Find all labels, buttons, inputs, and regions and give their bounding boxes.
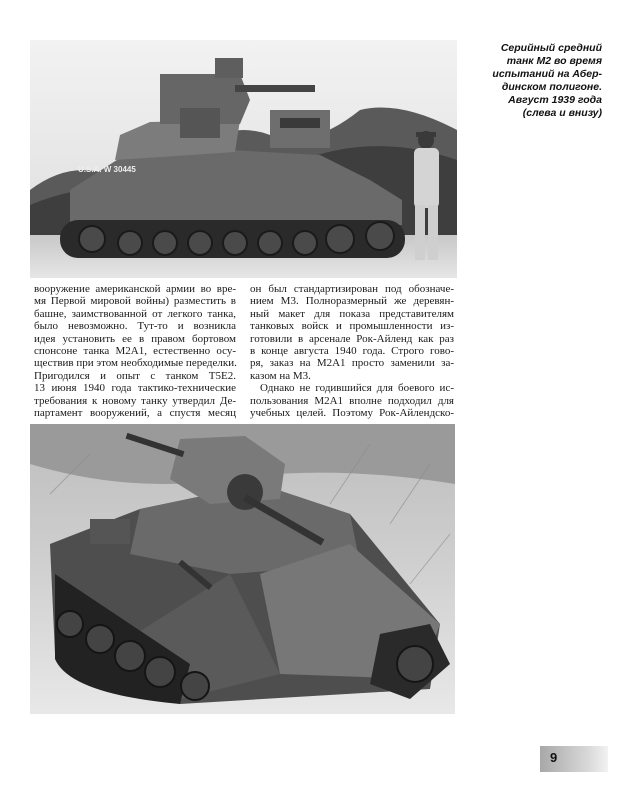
caption-line: испытаний на Абер- xyxy=(492,68,602,80)
text-line: Пригодился и опыт с танком Т5Е2. xyxy=(34,369,236,382)
text-line: вооружение американской армии во вре- xyxy=(34,283,236,295)
text-line: партамент вооружений, а спустя месяц xyxy=(34,407,236,420)
text-line: танковых войск и промышленности из- xyxy=(250,320,454,333)
caption-line: Серийный средний xyxy=(500,42,602,54)
text-line: пользования М2А1 вполне подходил для xyxy=(250,394,454,407)
text-line: идея установить ее в правом бортовом xyxy=(34,332,236,345)
tank-front-view-image xyxy=(30,424,455,714)
text-line: 13 июня 1940 года тактико-технические xyxy=(34,382,236,395)
text-line: готовили в арсенале Рок-Айленд как раз xyxy=(250,332,454,345)
caption-line: (слева и внизу) xyxy=(522,107,602,119)
text-line: в конце августа 1940 года. Строго гово- xyxy=(250,345,454,358)
text-line: мя Первой мировой войны) разместить в xyxy=(34,295,236,308)
page-number-tab xyxy=(540,746,608,772)
text-line: было невозможно. Тут-то и возникла xyxy=(34,320,236,333)
text-line: ря, заказ на М2А1 просто заменили за- xyxy=(250,357,454,370)
text-line: учебных целей. Поэтому Рок-Айлендско- xyxy=(250,407,454,420)
caption-line: Август 1939 года xyxy=(508,94,602,106)
text-line: спонсоне танка М2А1, естественно осу- xyxy=(34,345,236,358)
text-line: он был стандартизирован под обозначе- xyxy=(250,283,454,295)
text-line: Однако не годившийся для боевого ис- xyxy=(260,382,454,395)
page-number: 9 xyxy=(550,750,558,765)
text-line: требования к новому танку утвердил Де- xyxy=(34,394,236,407)
hull-marking: U.S.A. W 30445 xyxy=(78,165,136,174)
caption-line: динском полигоне. xyxy=(501,81,602,93)
text-line: казом на М3. xyxy=(250,369,311,382)
caption-line: танк М2 во время xyxy=(506,55,602,67)
text-line: ный макет для показа представителям xyxy=(250,307,454,320)
text-column-right xyxy=(250,283,454,419)
text-line: башне, заимствованной от легкого танка, xyxy=(34,307,236,320)
photo-caption xyxy=(462,42,602,120)
photo-m2-tank-front xyxy=(30,424,455,714)
photo-m2-tank-side xyxy=(30,40,457,278)
text-line: нием М3. Полноразмерный же деревян- xyxy=(250,295,454,308)
tank-side-view-image xyxy=(30,40,457,278)
text-line: ществив при этом необходимые переделки. xyxy=(34,357,237,370)
text-column-left xyxy=(34,283,236,419)
